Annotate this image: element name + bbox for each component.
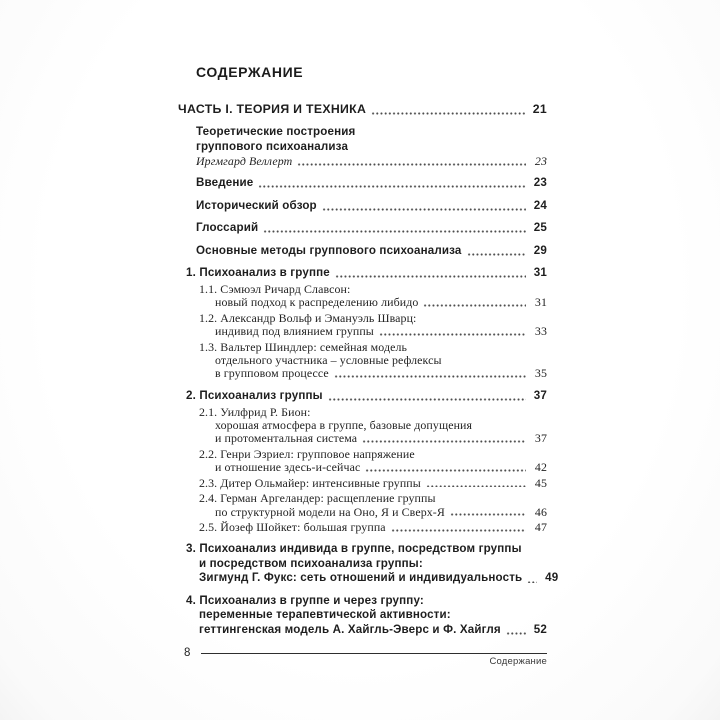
toc-line [178, 102, 547, 117]
toc-label: отдельного участника – условные рефлексы [215, 353, 442, 368]
toc-label: 4. Психоанализ в группе и через группу: [186, 593, 424, 607]
page-number: 46 [534, 504, 547, 519]
toc-label: Зигмунд Г. Фукс: сеть отношений и индивидуальность [199, 571, 523, 585]
dot-leader [334, 367, 526, 378]
dot-leader [379, 325, 526, 336]
toc-line [196, 140, 547, 155]
page-number: 42 [534, 459, 547, 474]
toc-entry [178, 594, 547, 638]
dot-leader [297, 155, 526, 166]
toc-line [199, 477, 547, 490]
toc-entry [178, 389, 547, 404]
toc-label: 1.1. Сэмюэл Ричард Славсон: [199, 282, 351, 297]
toc-label: 1.3. Вальтер Шиндлер: семейная модель [199, 340, 408, 355]
dot-leader [506, 623, 526, 635]
toc-entry [178, 244, 547, 259]
toc-label: индивид под влиянием группы [215, 324, 374, 339]
toc-line [196, 221, 547, 236]
dot-leader [328, 389, 526, 401]
toc-label: 2. Психоанализ группы [186, 388, 323, 402]
page-number: 49 [545, 571, 559, 585]
dot-leader [450, 506, 526, 517]
toc-entry [178, 406, 547, 446]
page-number: 29 [533, 243, 547, 257]
page-number: 31 [533, 266, 547, 280]
toc-label: 1. Психоанализ в группе [186, 266, 330, 280]
toc-line [215, 506, 547, 519]
dot-leader [258, 176, 526, 188]
toc-line [196, 125, 547, 140]
toc-entry [178, 312, 547, 338]
page-number: 23 [534, 154, 547, 168]
toc-label: Введение [196, 176, 254, 190]
toc-label: 1.2. Александр Вольф и Эмануэль Шварц: [199, 311, 417, 326]
page-number: 23 [533, 176, 547, 190]
page-number: 25 [533, 221, 547, 235]
toc-label: переменные терапевтической активности: [199, 608, 451, 622]
toc-entry [178, 341, 547, 381]
dot-leader [527, 571, 537, 583]
toc-label: и посредством психоанализа группы: [199, 556, 423, 570]
toc-line [196, 199, 547, 214]
page-number: 52 [533, 622, 547, 636]
toc-line [199, 448, 547, 461]
toc-label: хорошая атмосфера в группе, базовые допущения [215, 417, 473, 432]
toc-label: в групповом процессе [215, 366, 329, 381]
toc-entry [178, 266, 547, 281]
toc-entry [178, 542, 559, 586]
toc-entry [178, 176, 547, 191]
toc-line [186, 542, 547, 557]
toc-label: по структурной модели на Оно, Я и Сверх-Я [215, 504, 445, 519]
dot-leader [335, 266, 526, 278]
page-title: СОДЕРЖАНИЕ [196, 64, 304, 80]
page-number: 37 [534, 431, 547, 446]
toc-line [199, 521, 547, 534]
toc-label: геттингенская модель А. Хайгль-Эверс и Ф. Хайгля [199, 622, 501, 636]
page-number: 35 [534, 366, 547, 381]
page-number: 24 [533, 198, 547, 212]
toc-label: и протоментальная система [215, 431, 358, 446]
toc-label: ЧАСТЬ I. ТЕОРИЯ И ТЕХНИКА [178, 102, 367, 116]
dot-leader [322, 199, 526, 211]
toc-line [215, 432, 547, 445]
toc-label: 3. Психоанализ индивида в группе, посредством группы [186, 542, 522, 556]
dot-leader [362, 432, 526, 443]
toc-entry [178, 125, 547, 154]
toc-line [215, 461, 547, 474]
toc-label: 2.3. Дитер Ольмайер: интенсивные группы [199, 475, 421, 490]
dot-leader [423, 296, 526, 307]
dot-leader [263, 221, 526, 233]
toc-label: Основные методы группового психоанализа [196, 243, 462, 257]
toc-line [199, 571, 559, 586]
toc-label: 2.2. Генри Эзриел: групповое напряжение [199, 446, 415, 461]
toc-entry [178, 448, 547, 474]
toc-entry [178, 221, 547, 236]
toc-line [199, 608, 547, 623]
toc-entry [178, 283, 547, 309]
toc-line [215, 325, 547, 338]
toc-line [186, 389, 547, 404]
footer [178, 646, 547, 667]
footer-rule [201, 653, 547, 654]
dot-leader [467, 244, 526, 256]
toc-label: Исторический обзор [196, 198, 317, 212]
dot-leader [426, 477, 526, 488]
toc-line [199, 557, 547, 572]
toc-line [215, 367, 547, 380]
toc-label: группового психоанализа [196, 139, 349, 153]
toc-line [186, 594, 547, 609]
toc-label: и отношение здесь-и-сейчас [215, 459, 361, 474]
toc-line [196, 244, 547, 259]
toc-entry [178, 521, 547, 534]
dot-leader [371, 102, 526, 115]
toc-line [196, 155, 547, 168]
footer-section-label: Содержание [489, 656, 547, 668]
footer-right [201, 646, 547, 667]
toc-label: Теоретические построения [196, 125, 356, 138]
toc-label: новый подход к распределению либидо [215, 295, 419, 310]
page-number: 31 [534, 295, 547, 310]
toc-line [196, 176, 547, 191]
toc-entry [178, 492, 547, 518]
toc-entry [178, 477, 547, 490]
toc-line [199, 492, 547, 505]
toc-label: 2.1. Уилфрид Р. Бион: [199, 404, 311, 419]
toc-line [199, 623, 547, 638]
toc-entry [178, 102, 547, 117]
page-number: 33 [534, 324, 547, 339]
toc-label: Глоссарий [196, 221, 259, 235]
page-number: 47 [534, 520, 547, 535]
toc-label: 2.5. Йозеф Шойкет: большая группа [199, 520, 386, 535]
dot-leader [365, 461, 526, 472]
footer-page-number: 8 [184, 647, 191, 660]
page-number: 45 [534, 475, 547, 490]
toc-label: Иргмгард Веллерт [196, 154, 293, 168]
toc-line [215, 296, 547, 309]
toc [178, 102, 559, 637]
page-number: 21 [532, 102, 547, 116]
toc-entry [178, 155, 547, 168]
dot-leader [391, 521, 526, 532]
toc-entry [178, 199, 547, 214]
page-number: 37 [533, 388, 547, 402]
toc-line [186, 266, 547, 281]
toc-label: 2.4. Герман Аргеландер: расщепление группы [199, 491, 436, 506]
